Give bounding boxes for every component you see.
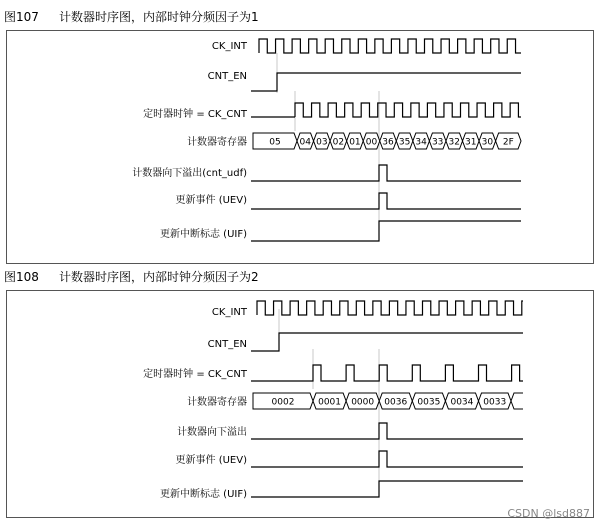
wave-uif xyxy=(251,481,523,497)
figure-number: 图108 xyxy=(4,270,39,284)
wave-ck-cnt xyxy=(295,103,521,117)
signal-label-ck-cnt: 定时器时钟 = CK_CNT xyxy=(143,109,247,120)
counter-register-value: 36 xyxy=(382,137,394,148)
signal-label-uif: 更新中断标志 (UIF) xyxy=(159,489,247,500)
counter-register-value: 0035 xyxy=(417,397,441,408)
signal-label-underflow: 计数器向下溢出 xyxy=(177,427,247,438)
wave-underflow xyxy=(251,165,521,181)
signal-label-cnt-en: CNT_EN xyxy=(207,71,247,82)
counter-register-tail xyxy=(511,401,523,409)
figure-title: 计数器时序图，内部时钟分频因子为2 xyxy=(59,270,259,284)
signal-label-ck-int: CK_INT xyxy=(211,41,247,52)
signal-label-counter: 计数器寄存器 xyxy=(187,137,247,148)
signal-label-uev: 更新事件 (UEV) xyxy=(175,195,247,206)
counter-register-value: 05 xyxy=(269,137,281,148)
signal-label-uif: 更新中断标志 (UIF) xyxy=(159,229,247,240)
counter-register-value: 31 xyxy=(465,137,477,148)
figure-108-caption xyxy=(4,268,259,285)
signal-label-counter: 计数器寄存器 xyxy=(187,397,247,408)
counter-register-value: 34 xyxy=(415,137,427,148)
counter-register-value: 0034 xyxy=(450,397,474,408)
counter-register-value: 0001 xyxy=(318,397,342,408)
counter-register-tail xyxy=(511,393,523,401)
wave-ck-int xyxy=(259,39,521,53)
figure-title: 计数器时序图，内部时钟分频因子为1 xyxy=(59,10,259,24)
watermark: CSDN @lsd887 xyxy=(507,507,590,520)
wave-uev xyxy=(251,193,521,209)
counter-register-value: 0033 xyxy=(483,397,507,408)
counter-register-value: 33 xyxy=(431,137,444,148)
figure-number: 图107 xyxy=(4,10,39,24)
counter-register-value: 35 xyxy=(398,137,411,148)
wave-uif xyxy=(251,221,521,241)
signal-label-ck-int: CK_INT xyxy=(211,307,247,318)
timing-diagram-107-canvas xyxy=(7,31,593,263)
counter-register-value: 00 xyxy=(365,137,378,148)
counter-register-value: 01 xyxy=(349,137,361,148)
counter-register-value: 0000 xyxy=(351,397,375,408)
wave-ck-int xyxy=(257,301,523,315)
figure-107-caption xyxy=(4,8,259,25)
timing-diagram-108-canvas xyxy=(7,291,593,517)
counter-register-value: 30 xyxy=(481,137,494,148)
signal-label-uev: 更新事件 (UEV) xyxy=(175,455,247,466)
counter-register-value: 02 xyxy=(332,137,345,148)
wave-underflow xyxy=(251,423,523,439)
counter-register-value: 04 xyxy=(299,137,312,148)
timing-diagram-108 xyxy=(6,290,594,518)
signal-label-underflow: 计数器向下溢出(cnt_udf) xyxy=(132,168,247,179)
wave-cnt-en xyxy=(251,73,521,91)
counter-register-value: 32 xyxy=(448,137,460,148)
wave-ck-cnt xyxy=(251,365,523,381)
counter-register-value: 0002 xyxy=(271,397,295,408)
wave-uev xyxy=(251,451,523,467)
signal-label-cnt-en: CNT_EN xyxy=(207,339,247,350)
signal-label-ck-cnt: 定时器时钟 = CK_CNT xyxy=(143,369,247,380)
wave-cnt-en xyxy=(251,333,523,351)
counter-register-value: 0036 xyxy=(384,397,408,408)
timing-diagram-107 xyxy=(6,30,594,264)
counter-register-value: 03 xyxy=(316,137,328,148)
counter-register-value: 2F xyxy=(502,137,514,148)
